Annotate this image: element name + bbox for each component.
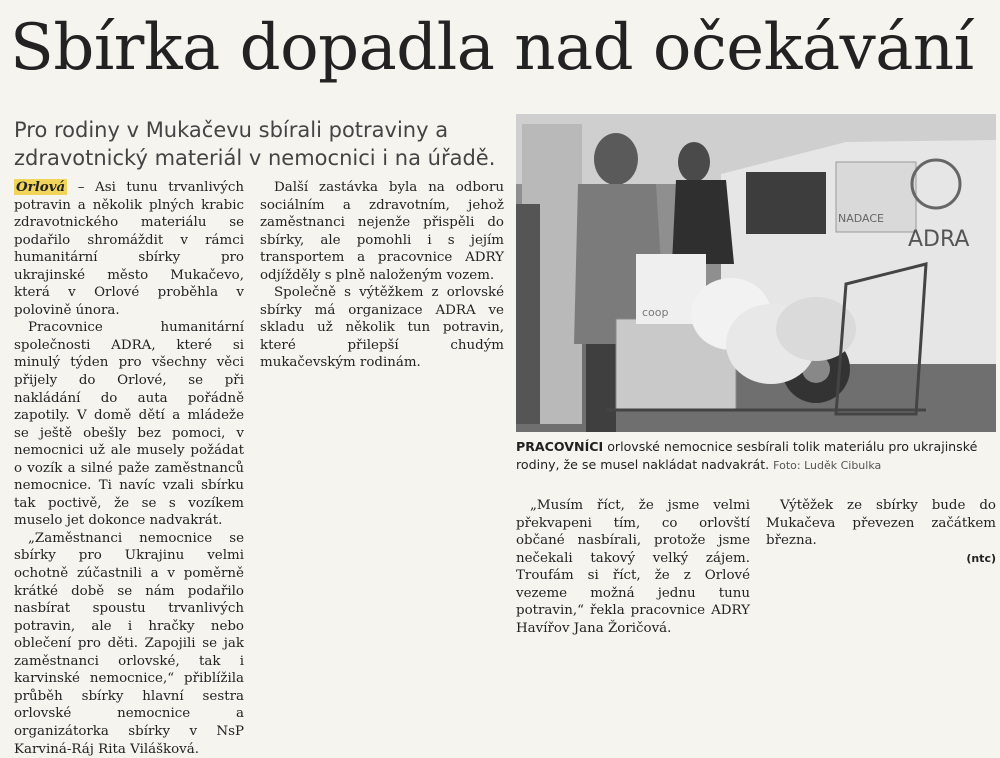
paragraph-2: Pracovnice humanitární společnosti ADRA, které si minulý týden pro všechny věci přijely do Orlové, se při nakládání do auta pořádně zapotily. V domě dětí a mládeže se ještě obešly bez pomoci, v nemocnici už ale musely požádat o vozík a silné paže zaměstnanců nemocnice. Ti navíc vzali sbírku tak poctivě, že se s vozíkem muselo jet dokonce nadvakrát. (14, 320, 244, 529)
paragraph-5: Společně s výtěžkem z orlovské sbírky má organizace ADRA ve skladu už několik tun potravin, které přilepší chudým mukačevským rodinám. (260, 285, 504, 371)
author-signature: (ntc) (966, 551, 996, 565)
caption-text: orlovské nemocnice sesbírali tolik materiálu pro ukrajinské rodiny, že se musel nakládat nadvakrát. (516, 439, 978, 472)
paragraph-1-text: – Asi tunu trvanlivých potravin a několik plných krabic zdravotnického materiálu se podařilo shromáždit v rámci humanitární sbírky pro ukrajinské město Mukačevo, která v Orlové proběhla v polovině února. (14, 180, 244, 318)
van-nadace-text: NADACE (838, 212, 884, 225)
subtitle: Pro rodiny v Mukačevu sbírali potraviny a zdravotnický materiál v nemocnici i na úřadě. (14, 118, 496, 170)
dateline: Orlová (16, 179, 66, 195)
paragraph-7: Výtěžek ze sbírky bude do Mukačeva převezen začátkem března. (766, 498, 996, 549)
headline: Sbírka dopadla nad očekávání (10, 11, 974, 85)
caption-lead: PRACOVNÍCI (516, 439, 604, 454)
article-column-4 (766, 497, 996, 567)
paragraph-1 (14, 179, 244, 319)
paragraph-4: Další zastávka byla na odboru sociálním a zdravotním, jehož zaměstnanci nejenže přispěli do sbírky, ale pomohli i s jejím transportem a pracovnice ADRY odjížděly s plně naloženým vozem. (260, 180, 504, 283)
bag-logo-text: coop (642, 306, 669, 319)
paragraph-6: „Musím říct, že jsme velmi překvapeni tím, co orlovští občané nasbírali, protože jsme nečekali takový velký zájem. Troufám si říct, že z Orlové vezeme možná jednu tunu potravin,“ řekla pracovnice ADRY Havířov Jana Žoričová. (516, 498, 750, 636)
paragraph-3: „Zaměstnanci nemocnice se sbírky pro Ukrajinu velmi ochotně zúčastnili a v poměrně krátké době se nám podařilo nasbírat spoustu trvanlivých potravin, ale i hračky nebo oblečení pro děti. Zapojili se jak zaměstnanci orlovské, tak i karvinské nemocnice,“ přiblížila průběh sbírky hlavní sestra orlovské nemocnice a organizátorka sbírky v NsP Karviná-Ráj Rita Vilášková. (14, 530, 244, 757)
photo-caption (516, 438, 996, 475)
article-column-3 (516, 497, 750, 637)
van-logo-text: ADRA (908, 227, 970, 252)
photo-loading-van (516, 114, 996, 432)
photo-credit: Foto: Luděk Cibulka (773, 459, 882, 472)
article-column-1 (14, 179, 244, 758)
article-column-2 (260, 179, 504, 372)
news-photo (516, 114, 996, 432)
